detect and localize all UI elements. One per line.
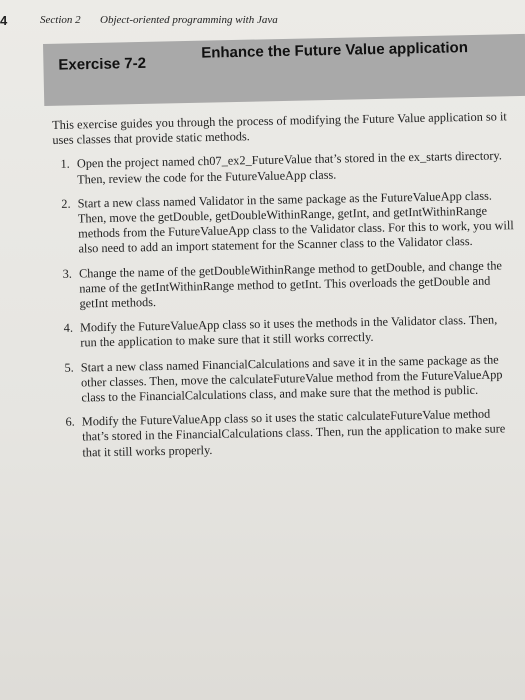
exercise-title: Enhance the Future Value application [201, 39, 469, 62]
book-title: Object-oriented programming with Java [100, 14, 278, 26]
intro-paragraph: This exercise guides you through the process of modifying the Future Value application so it uses classes that provide static methods. [52, 109, 507, 148]
exercise-banner [43, 34, 525, 106]
step-item: 3. Change the name of the getDoubleWithinRange method to getDouble, and change the name of the getIntWithinRange method to getInt. This overloads the getDouble and getInt methods. [75, 258, 516, 312]
step-item: 5. Start a new class named FinancialCalculations and save it in the same package as the other classes. Then, move the calculateFutureValue method from the FutureValueApp class to the FinancialCalculations class, and make sure that the method is public. [77, 352, 518, 406]
exercise-body [52, 109, 519, 470]
running-header [0, 14, 525, 34]
exercise-label: Exercise 7-2 [58, 54, 147, 74]
section-label: Section 2 [40, 14, 81, 26]
step-item: 4. Modify the FutureValueApp class so it uses the methods in the Validator class. Then, run the application to make sure that it still works correctly. [76, 312, 517, 351]
page-number: 4 [0, 13, 8, 28]
step-item: 2. Start a new class named Validator in the same package as the FutureValueApp class. Then, move the getDouble, getDoubleWithinRange, getInt, and getIntWithinRange methods from the FutureValueApp class to the Validator class. For this to work, you will also need to add an import statement for the Scanner class to the Validator class. [74, 188, 515, 257]
steps-list [53, 149, 519, 461]
step-item: 1. Open the project named ch07_ex2_FutureValue that’s stored in the ex_starts directory. Then, review the code for the FutureValueApp class. [73, 149, 514, 188]
step-item: 6. Modify the FutureValueApp class so it uses the static calculateFutureValue method that’s stored in the FinancialCalculations class. Then, run the application to make sure that it still works properly. [78, 406, 519, 460]
